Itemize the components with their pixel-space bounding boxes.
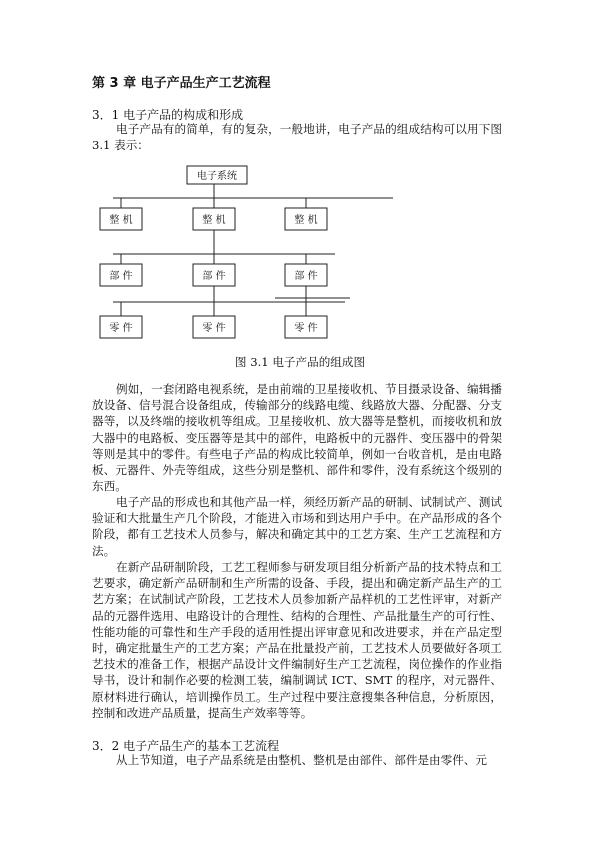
- diagram-node-level2-label: 部 件: [294, 271, 318, 282]
- paragraph-development: 在新产品研制阶段，工艺工程师参与研发项目组分析新产品的技术特点和工艺要求，确定新产品研制和生产所需的设备、手段，提出和确定新产品生产的工艺方案；在试制试产阶段，工艺技术人员参加新产品样机的工艺性评审，对新产品的元器件选用、电路设计的合理性、结构的合理性、产品批量生产的可行性、性能功能的可靠性和生产手段的适用性提出评审意见和改进要求，并在产品定型时，确定批量生产的工艺方案；产品在批量投产前，工艺技术人员要做好各项工艺技术的准备工作，根据产品设计文件编制好生产工艺流程，岗位操作的作业指导书，设计和制作必要的检测工装，编制调试 ICT、SMT 的程序，对元器件、原材料进行确认，培训操作员工。生产过程中要注意搜集各种信息，分析原因，控制和改进产品质量，提高生产效率等等。: [92, 560, 502, 720]
- diagram-node-level2-label: 部 件: [202, 271, 226, 282]
- section-heading-3-2: 3．2 电子产品生产的基本工艺流程: [92, 739, 280, 753]
- diagram-node-level2: [193, 264, 235, 286]
- diagram-node-level1-label: 整 机: [202, 215, 226, 226]
- figure-caption: 图 3.1 电子产品的组成图: [234, 355, 366, 369]
- paragraph-intro: 电子产品有的简单，有的复杂，一般地讲，电子产品的组成结构可以用下图 3.1 表示：: [92, 122, 502, 153]
- diagram-node-level3: [285, 316, 327, 338]
- diagram-connectors: [113, 184, 393, 316]
- diagram-node-level1-label: 整 机: [294, 215, 318, 226]
- chapter-title: 第 3 章 电子产品生产工艺流程: [92, 76, 271, 91]
- diagram-node-level2-label: 部 件: [109, 271, 133, 282]
- diagram-node-level2: [285, 264, 327, 286]
- diagram-node-level1: [285, 208, 327, 230]
- diagram-node-level3-label: 零 件: [294, 323, 318, 334]
- diagram-node-level1-label: 整 机: [109, 215, 133, 226]
- paragraph-process: 从上节知道，电子产品系统是由整机、整机是由部件、部件是由零件、元: [116, 753, 488, 767]
- diagram-node-level3: [193, 316, 235, 338]
- diagram-node-level3-label: 零 件: [202, 323, 226, 334]
- paragraph-example: 例如，一套闭路电视系统，是由前端的卫星接收机、节目摄录设备、编辑播放设备、信号混合设备组成，传输部分的线路电缆、线路放大器、分配器、分支器等，以及终端的接收机等组成。卫星接收机、放大器等是整机，而接收机和放大器中的电路板、变压器等是其中的部件，电路板中的元器件、变压器中的骨架等则是其中的零件。有些电子产品的构成比较简单，例如一台收音机，是由电路板、元器件、外壳等组成，这些分别是整机、部件和零件，没有系统这个级别的东西。: [92, 382, 502, 494]
- paragraph-formation: 电子产品的形成也和其他产品一样，须经历新产品的研制、试制试产、测试验证和大批量生产几个阶段，才能进入市场和到达用户手中。在产品形成的各个阶段，都有工艺技术人员参与，解决和确定其中的工艺方案、生产工艺流程和方法。: [92, 495, 502, 558]
- diagram-node-root: [187, 166, 247, 184]
- diagram-node-level2: [100, 264, 142, 286]
- diagram-node-level1: [193, 208, 235, 230]
- diagram-node-root-label: 电子系统: [197, 171, 237, 182]
- diagram-node-level3-label: 零 件: [109, 323, 133, 334]
- diagram-node-level1: [100, 208, 142, 230]
- structure-diagram: [95, 160, 515, 345]
- diagram-node-level3: [100, 316, 142, 338]
- section-heading-3-1: 3．1 电子产品的构成和形成: [92, 108, 244, 122]
